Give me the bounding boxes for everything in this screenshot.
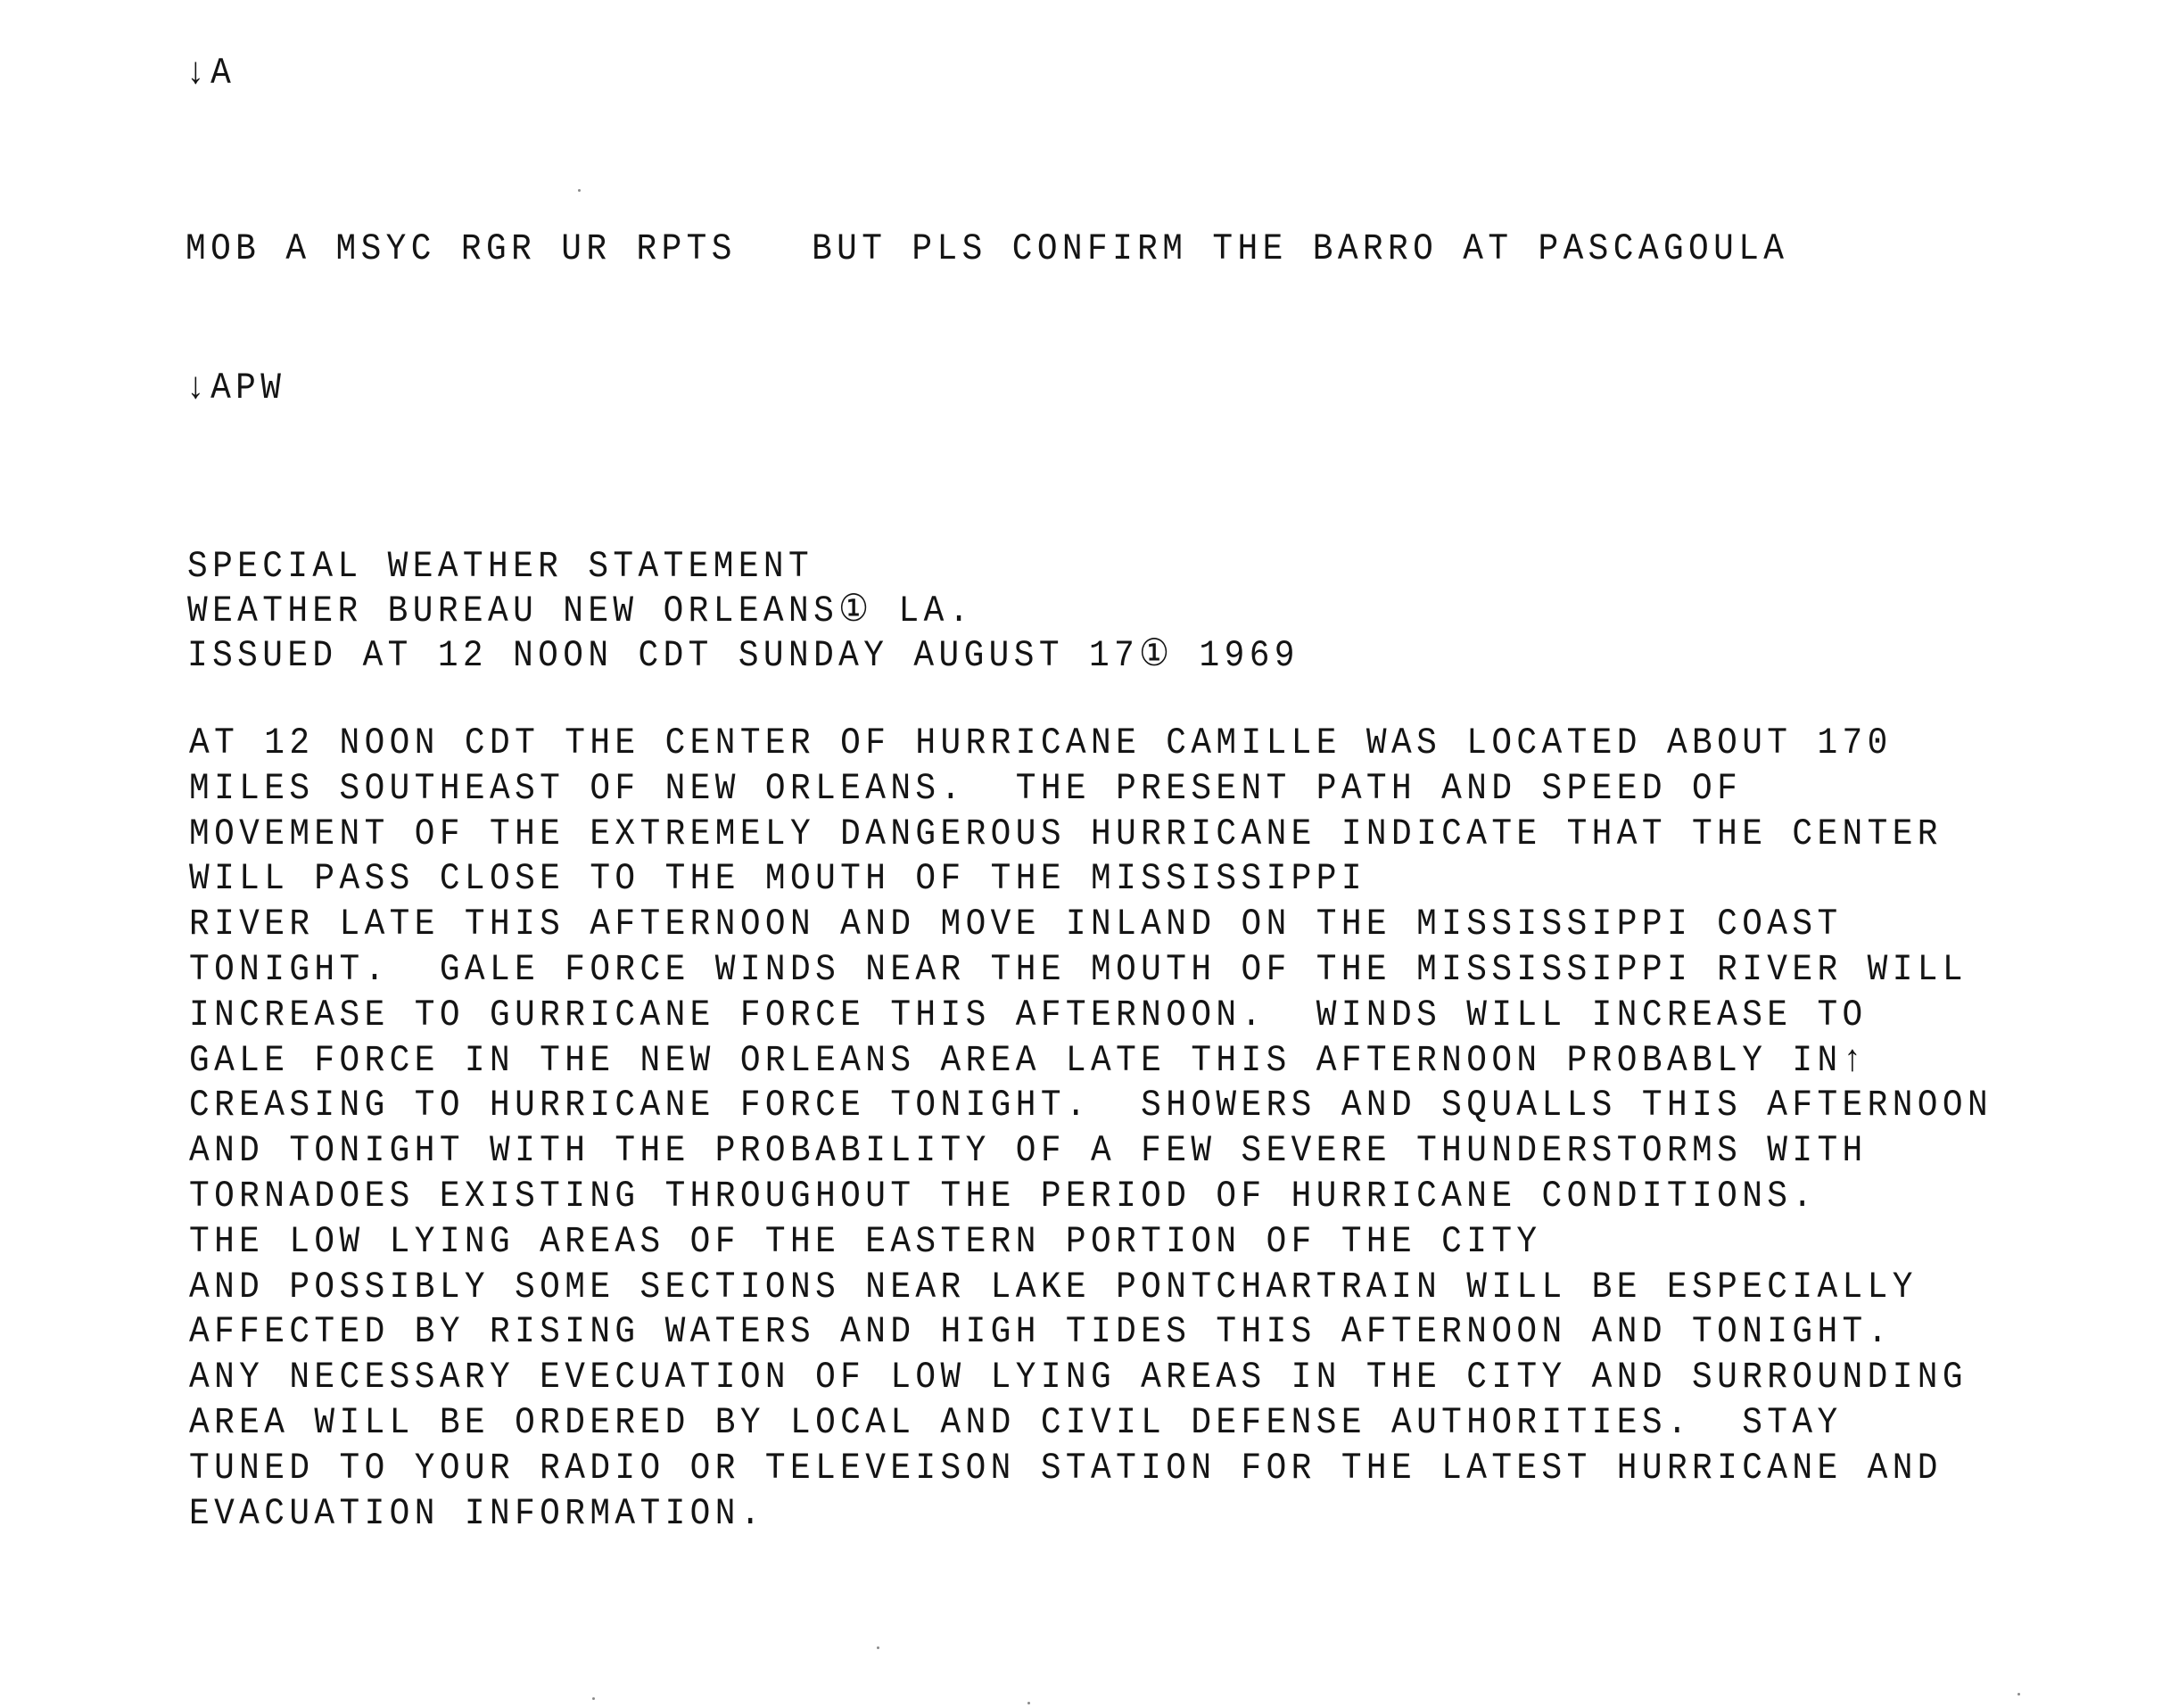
body-line: AT 12 NOON CDT THE CENTER OF HURRICANE CAMILLE WAS LOCATED ABOUT 170 (189, 722, 1893, 764)
routing-code-top: ↓A (186, 52, 236, 95)
body-line: RIVER LATE THIS AFTERNOON AND MOVE INLAND ON THE MISSISSIPPI COAST (189, 903, 1843, 946)
body-line: CREASING TO HURRICANE FORCE TONIGHT. SHOWERS AND SQUALLS THIS AFTERNOON (189, 1084, 1993, 1127)
body-line: AFFECTED BY RISING WATERS AND HIGH TIDES THIS AFTERNOON AND TONIGHT. (189, 1310, 1893, 1354)
body-line: THE LOW LYING AREAS OF THE EASTERN PORTION OF THE CITY (189, 1219, 1542, 1263)
body-line: WILL PASS CLOSE TO THE MOUTH OF THE MISSISSIPPI (189, 857, 1366, 901)
body-line: INCREASE TO GURRICANE FORCE THIS AFTERNOON. WINDS WILL INCREASE TO (189, 993, 1868, 1036)
body-line: GALE FORCE IN THE NEW ORLEANS AREA LATE THIS AFTERNOON PROBABLY IN↑ (189, 1038, 1868, 1082)
body-line: MOVEMENT OF THE EXTREMELY DANGEROUS HURRICANE INDICATE THAT THE CENTER (189, 812, 1943, 855)
body-line: TUNED TO YOUR RADIO OR TELEVEISON STATION FOR THE LATEST HURRICANE AND (189, 1446, 1943, 1489)
body-line: TORNADOES EXISTING THROUGHOUT THE PERIOD OF HURRICANE CONDITIONS. (189, 1174, 1818, 1217)
paper-speck (877, 1646, 879, 1649)
body-line: AND TONIGHT WITH THE PROBABILITY OF A FEW SEVERE THUNDERSTORMS WITH (189, 1129, 1868, 1173)
paper-speck (578, 189, 581, 192)
body-line: EVACUATION INFORMATION. (189, 1491, 765, 1535)
statement-body (189, 721, 2170, 1536)
routing-code-bottom: ↓APW (186, 367, 286, 409)
body-line: AND POSSIBLY SOME SECTIONS NEAR LAKE PONTCHARTRAIN WILL BE ESPECIALLY (189, 1265, 1918, 1308)
statement-office: WEATHER BUREAU NEW ORLEANS① LA. (187, 590, 974, 632)
routing-message: MOB A MSYC RGR UR RPTS BUT PLS CONFIRM THE BARRO AT PASCAGOULA (186, 227, 1789, 270)
paper-speck (1027, 1702, 1030, 1704)
statement-heading (187, 544, 1423, 678)
body-line: MILES SOUTHEAST OF NEW ORLEANS. THE PRESENT PATH AND SPEED OF (189, 766, 1743, 810)
body-line: AREA WILL BE ORDERED BY LOCAL AND CIVIL DEFENSE AUTHORITIES. STAY (189, 1400, 1843, 1444)
paper-speck (592, 1697, 595, 1700)
body-line: TONIGHT. GALE FORCE WINDS NEAR THE MOUTH OF THE MISSISSIPPI RIVER WILL (189, 947, 1968, 991)
body-line: ANY NECESSARY EVECUATION OF LOW LYING AREAS IN THE CITY AND SURROUNDING (189, 1356, 1968, 1399)
statement-title: SPECIAL WEATHER STATEMENT (187, 545, 814, 588)
paper-speck (2017, 1693, 2020, 1696)
statement-issued: ISSUED AT 12 NOON CDT SUNDAY AUGUST 17① 1969 (187, 634, 1300, 677)
